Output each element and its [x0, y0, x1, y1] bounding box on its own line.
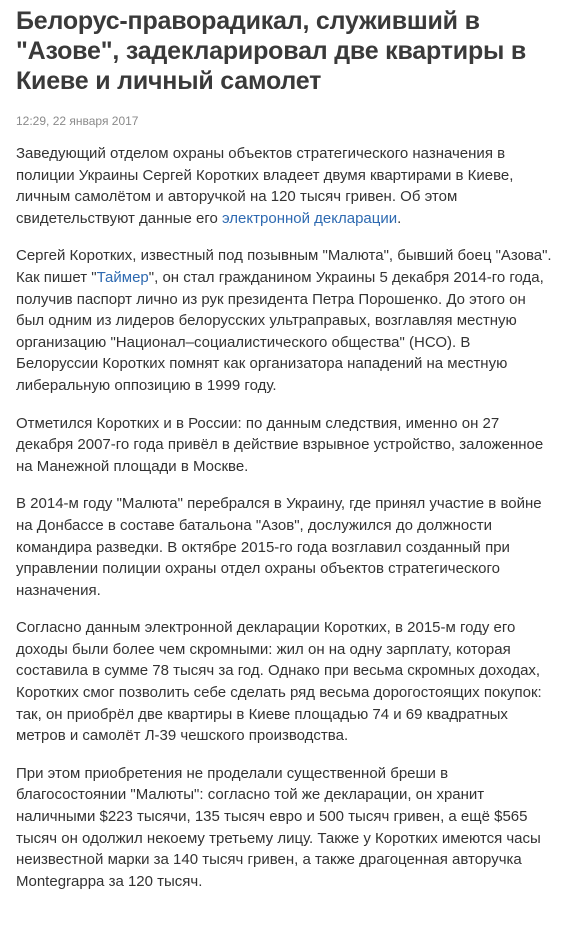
paragraph: Отметился Коротких и в России: по данным следствия, именно он 27 декабря 2007-го года привёл в действие взрывное устройство, заложенное на Манежной площади в Москве. [16, 414, 544, 475]
paragraph-text: . [397, 209, 402, 227]
taimer-link[interactable]: Таймер [96, 268, 149, 286]
paragraph: В 2014-м году "Малюта" перебрался в Украину, где принял участие в войне на Донбассе в составе батальона "Азов", дослужился до должности командира разведки. В октябре 2015-го года возглавил созданный при управлении полиции охраны отдел охраны объектов стратегического назначения. [16, 495, 542, 599]
article-headline: Белорус-праворадикал, служивший в "Азове", задекларировал две квартиры в Киеве и личный самолет [16, 7, 527, 95]
article-body [16, 143, 555, 892]
paragraph [16, 143, 555, 229]
paragraph: Согласно данным электронной декларации Коротких, в 2015-м году его доходы были более чем скромными: жил он на одну зарплату, которая составила в сумме 78 тысяч за год. Однако при весьма скромных доходах, Коротких смог позволить себе сделать ряд весьма дорогостоящих покупок: так, он приобрёл две квартиры в Киеве площадью 74 и 69 квадратных метров и самолёт Л-39 чешского производства. [16, 619, 542, 745]
declaration-link[interactable]: электронной декларации [221, 209, 398, 227]
paragraph [16, 245, 555, 396]
paragraph: При этом приобретения не проделали существенной бреши в благосостоянии "Малюты": согласно той же декларации, он хранит наличными $223 тысячи, 135 тысяч евро и 500 тысяч гривен, а ещё $565 тысяч он одолжил некоему третьему лицу. Также у Коротких имеются часы неизвестной марки за 140 тысяч гривен, а также драгоценная авторучка Montegrappa за 120 тысяч. [16, 764, 541, 890]
article-timestamp: 12:29, 22 января 2017 [16, 114, 139, 128]
paragraph-text: Сергей Коротких, известный под позывным "Малюта", бывший боец "Азова". Как пишет " [16, 247, 552, 286]
paragraph-text: ", он стал гражданином Украины 5 декабря 2014-го года, получив паспорт лично из рук президента Петра Порошенко. До этого он был одним из лидеров белорусских ультраправых, возглавляя местную организацию "Национал–социалистического общества" (НСО). В Белоруссии Коротких помнят как организатора нападений на местную либеральную оппозицию в 1999 году. [16, 268, 544, 394]
paragraph-text: Заведующий отделом охраны объектов стратегического назначения в полиции Украины Сергей Коротких владеет двумя квартирами в Киеве, личным самолётом и авторучкой на 120 тысяч гривен. Об этом свидетельствуют данные его [16, 145, 514, 227]
